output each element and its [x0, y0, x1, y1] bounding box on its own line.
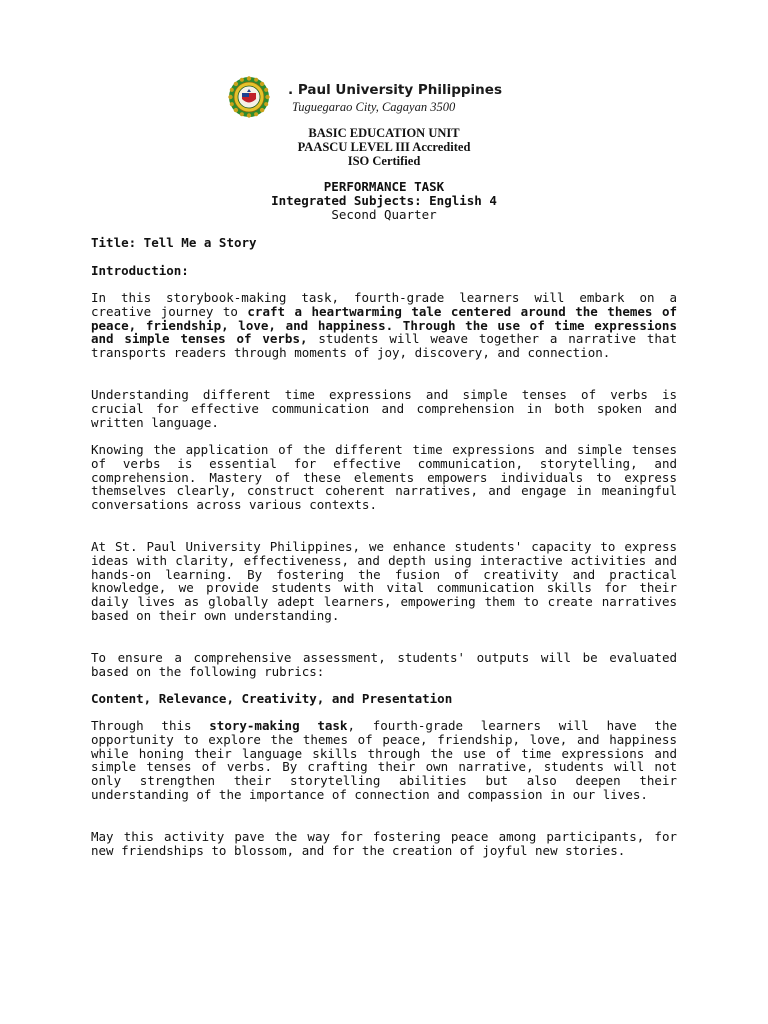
- task-subjects: Integrated Subjects: English 4: [271, 193, 497, 208]
- university-address: Tuguegarao City, Cagayan 3500: [292, 100, 456, 114]
- paragraph-2: Understanding different time expressions and simple tenses of verbs is crucial for effective communication and comprehension in both spoken and written language.: [91, 387, 677, 430]
- university-seal-icon: [228, 76, 270, 118]
- paragraph-6: [91, 719, 677, 802]
- task-quarter: Second Quarter: [331, 207, 437, 222]
- unit-line: BASIC EDUCATION UNIT: [308, 126, 460, 140]
- paragraph-4: At St. Paul University Philippines, we enhance students' capacity to express ideas with clarity, effectiveness, and depth using interactive activities and hands-on learning. By fostering the fusion of creativity and practical knowledge, we provide students with vital communication skills for their daily lives as globally adept learners, empowering them to create narratives based on their own understanding.: [91, 539, 677, 623]
- rubrics-heading: Content, Relevance, Creativity, and Presentation: [91, 691, 453, 706]
- university-name: . Paul University Philippines: [288, 82, 502, 98]
- paragraph-1-text-b: students will weave together a narrative that transports readers through moments of joy, discovery, and connection.: [91, 331, 677, 361]
- paragraph-1-bold: craft a heartwarming tale centered around the themes of peace, friendship, love, and happiness. Through the use of time expressions and simple tenses of verbs,: [91, 303, 677, 347]
- iso-line: ISO Certified: [347, 154, 421, 168]
- letterhead: [228, 74, 548, 120]
- accreditation-line: PAASCU LEVEL III Accredited: [297, 140, 471, 154]
- paragraph-5: To ensure a comprehensive assessment, students' outputs will be evaluated based on the following rubrics:: [91, 650, 677, 679]
- document-title: Title: Tell Me a Story: [91, 235, 257, 250]
- introduction-heading: Introduction:: [91, 263, 189, 278]
- paragraph-6-text-a: Through this: [91, 718, 210, 733]
- paragraph-1-text-a: In this storybook-making task, fourth-grade learners will embark on a creative journey to: [91, 290, 677, 319]
- paragraph-1: [91, 291, 677, 360]
- paragraph-3: Knowing the application of the different time expressions and simple tenses of verbs is essential for effective communication, storytelling, and comprehension. Mastery of these elements empowers individuals to express themselves clearly, construct coherent narratives, and engage in meaningful conversations across various contexts.: [91, 442, 677, 513]
- paragraph-6-text-b: , fourth-grade learners will have the opportunity to explore the themes of peace, friendship, love, and happiness while honing their language skills through the use of time expressions and simple tenses of verbs. By crafting their own narrative, students will not only strengthen their storytelling abilities but also deepen their understanding of the importance of connection and compassion in our lives.: [91, 718, 678, 802]
- paragraph-7: May this activity pave the way for fostering peace among participants, for new friendships to blossom, and for the creation of joyful new stories.: [91, 829, 677, 858]
- paragraph-6-bold: story-making task: [209, 718, 348, 733]
- task-type: PERFORMANCE TASK: [323, 179, 445, 194]
